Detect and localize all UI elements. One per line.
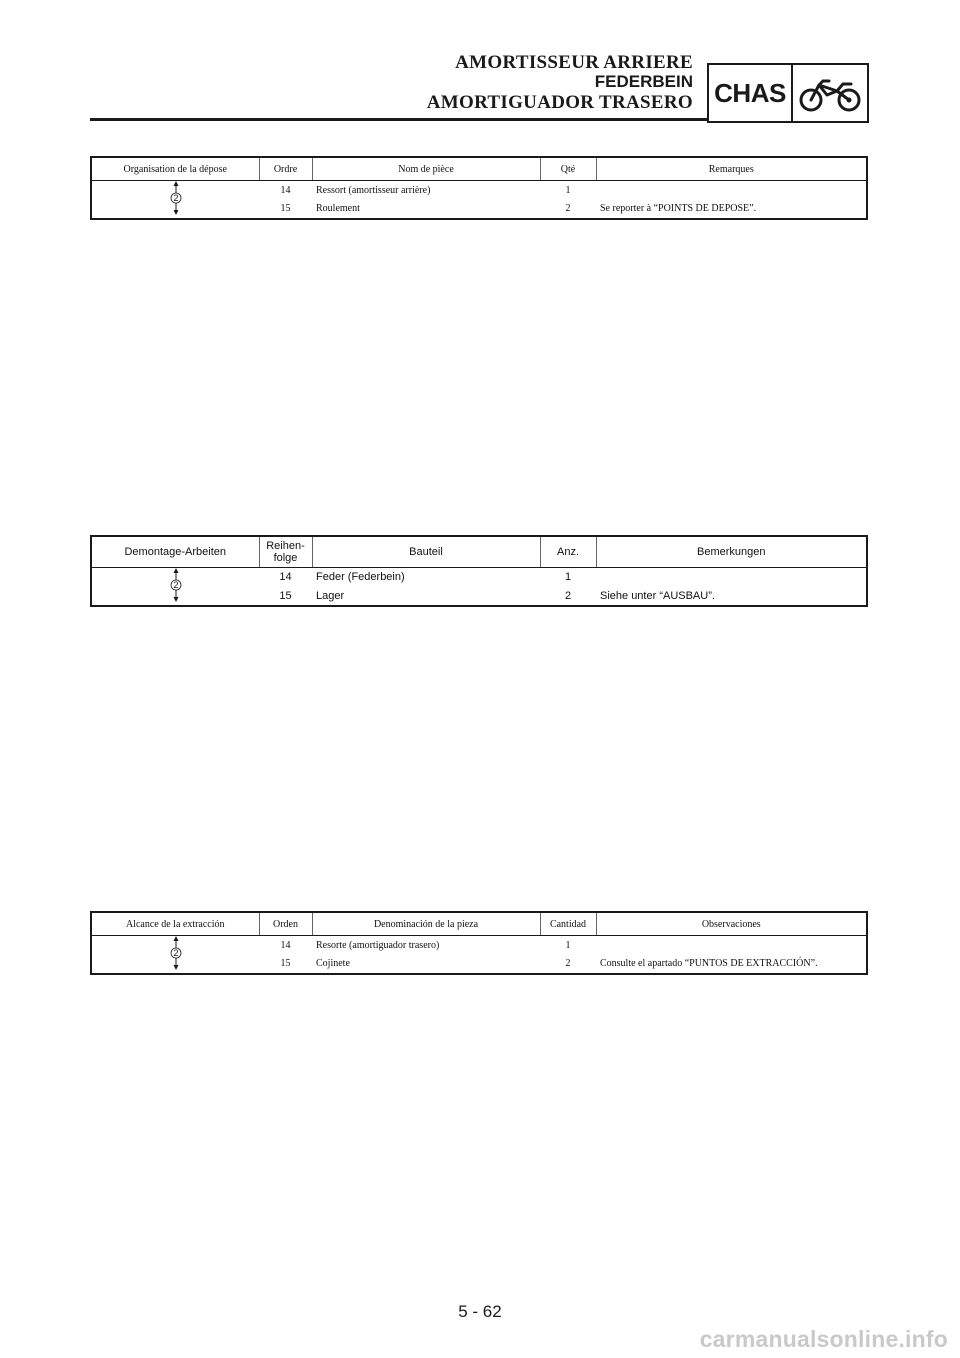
parts-table-spanish	[90, 911, 868, 975]
row-quantity: 1	[564, 571, 572, 584]
page-header	[0, 0, 960, 130]
group-range-arrow-icon	[166, 568, 186, 602]
row-remark	[596, 936, 867, 955]
table-row	[91, 936, 867, 955]
row-remark	[596, 568, 867, 587]
row-remark: Consulte el apartado “PUNTOS DE EXTRACCIÓN”.	[600, 958, 818, 970]
page-number: 5 - 62	[458, 1302, 502, 1321]
row-quantity: 1	[565, 939, 571, 951]
title-german: FEDERBEIN	[594, 72, 693, 91]
table-header-row	[91, 157, 867, 181]
group-marker	[91, 568, 259, 607]
col-header-order: Reihen- folge	[259, 536, 312, 568]
group-number: 2	[172, 580, 179, 591]
row-order: 15	[280, 958, 291, 970]
col-header-part-name: Denominación de la pieza	[312, 912, 540, 936]
group-range-arrow-icon	[166, 181, 186, 215]
row-part-name: Roulement	[316, 203, 360, 215]
row-order: 14	[280, 939, 291, 951]
row-order: 14	[280, 184, 291, 196]
row-quantity: 2	[565, 958, 571, 970]
table-row	[91, 181, 867, 200]
col-header-group: Demontage-Arbeiten	[91, 536, 259, 568]
col-header-quantity: Qté	[540, 157, 596, 181]
row-remark: Se reporter à “POINTS DE DEPOSE”.	[600, 203, 757, 215]
col-header-remarks: Remarques	[596, 157, 867, 181]
col-header-group: Alcance de la extracción	[91, 912, 259, 936]
col-header-part-name: Bauteil	[312, 536, 540, 568]
table-header-row	[91, 912, 867, 936]
parts-table-german	[90, 535, 868, 607]
group-number: 2	[172, 193, 179, 204]
row-part-name: Lager	[316, 589, 345, 602]
header-rule	[90, 118, 708, 121]
row-remark: Siehe unter “AUSBAU”.	[600, 589, 715, 602]
row-part-name: Cojinete	[316, 958, 350, 970]
col-header-group: Organisation de la dépose	[91, 157, 259, 181]
parts-table-french	[90, 156, 868, 220]
row-quantity: 2	[564, 589, 572, 602]
watermark: carmanualsonline.info	[699, 1326, 948, 1352]
motorcycle-icon	[793, 65, 867, 121]
section-code: CHAS	[709, 65, 793, 121]
row-quantity: 2	[565, 203, 571, 215]
row-quantity: 1	[565, 184, 571, 196]
row-part-name: Ressort (amortisseur arrière)	[316, 184, 431, 196]
row-part-name: Feder (Federbein)	[316, 571, 405, 584]
section-badge	[707, 63, 869, 123]
title-spanish: AMORTIGUADOR TRASERO	[426, 92, 693, 113]
row-order: 14	[279, 571, 292, 584]
group-marker	[91, 936, 259, 975]
group-marker	[91, 181, 259, 220]
table-header-row	[91, 536, 867, 568]
row-order: 15	[280, 203, 291, 215]
table-row	[91, 568, 867, 587]
col-header-order: Orden	[259, 912, 312, 936]
group-number: 2	[172, 948, 179, 959]
col-header-remarks: Bemerkungen	[596, 536, 867, 568]
row-remark	[596, 181, 867, 200]
group-range-arrow-icon	[166, 936, 186, 970]
row-part-name: Resorte (amortiguador trasero)	[316, 939, 440, 951]
col-header-part-name: Nom de pièce	[312, 157, 540, 181]
col-header-quantity: Cantidad	[540, 912, 596, 936]
col-header-order: Ordre	[259, 157, 312, 181]
row-order: 15	[279, 589, 292, 602]
col-header-quantity: Anz.	[540, 536, 596, 568]
col-header-remarks: Observaciones	[596, 912, 867, 936]
title-french: AMORTISSEUR ARRIERE	[455, 52, 693, 73]
